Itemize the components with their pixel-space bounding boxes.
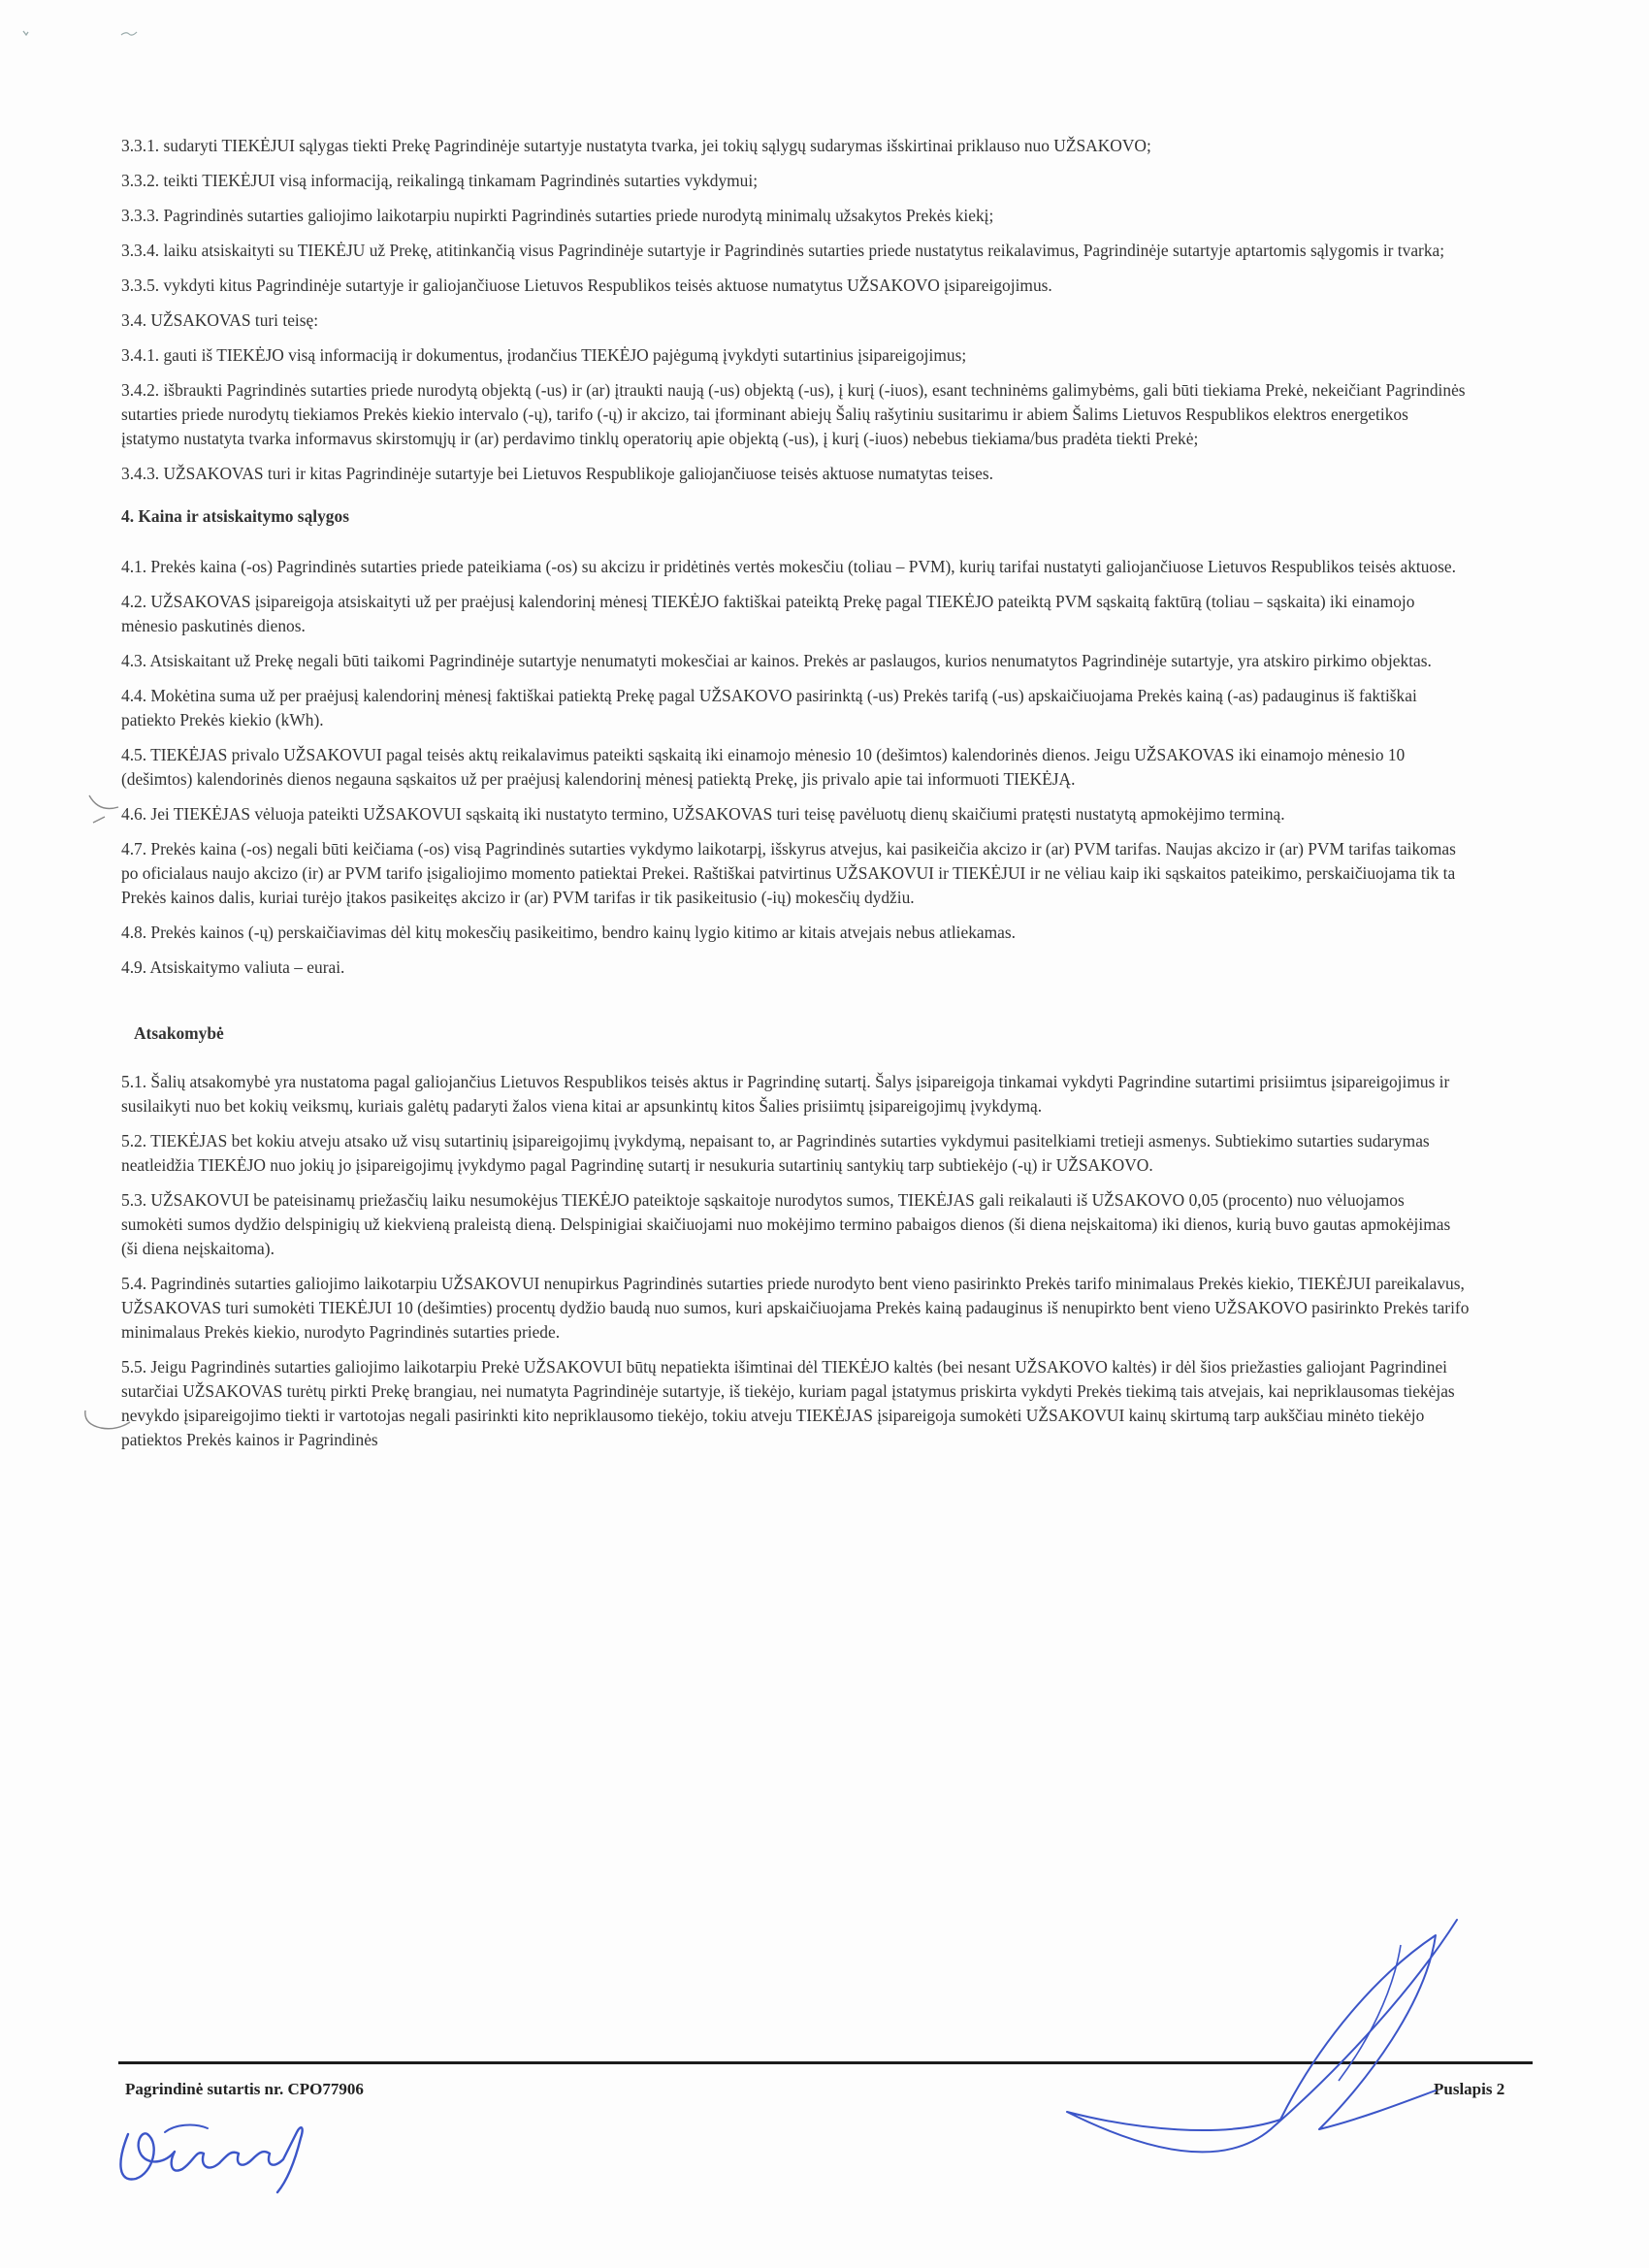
clause-4-3: 4.3. Atsiskaitant už Prekę negali būti taikomi Pagrindinėje sutartyje nenumatyti mokesčiai ar kainos. Prekės ar paslaugos, kurios nenumatytos Pagrindinėje sutartyje, yra atskiro pirkimo objektas. xyxy=(121,651,1432,670)
clause-3-3-2: 3.3.2. teikti TIEKĖJUI visą informaciją, reikalingą tinkamam Pagrindinės sutarties vykdymui; xyxy=(121,171,759,190)
clause-5-3: 5.3. UŽSAKOVUI be pateisinamų priežasčių laiku nesumokėjus TIEKĖJO pateiktoje sąskaitoje nurodytos sumos, TIEKĖJAS gali reikalauti iš UŽSAKOVO 0,05 (procento) nuo vėluojamos sumokėti sumos dydžio delspinigių už kiekvieną praleistą dieną. Delspinigiai skaičiuojami nuo mokėjimo termino pabaigos dienos (ši diena neįskaitoma) iki dienos, kurią buvo gautas apmokėjimas (ši diena neįskaitoma). xyxy=(121,1190,1451,1258)
scan-mark-icon xyxy=(19,21,146,50)
clause-4-9: 4.9. Atsiskaitymo valiuta – eurai. xyxy=(121,957,345,977)
clause-5-1: 5.1. Šalių atsakomybė yra nustatoma pagal galiojančius Lietuvos Respublikos teisės aktus ir Pagrindinę sutartį. Šalys įsipareigoja tinkamai vykdyti Pagrindine sutartimi prisiimtus įsipareigojimus ir susilaikyti nuo bet kokių veiksmų, kuriais galėtų padaryti žalos viena kitai ar apsunkintų kitos Šalies prisiimtų įsipareigojimų įvykdymą. xyxy=(121,1072,1450,1116)
clause-3-3-4: 3.3.4. laiku atsiskaityti su TIEKĖJU už Prekę, atitinkančią visus Pagrindinėje sutartyje ir Pagrindinės sutarties priede nustatytus reikalavimus, Pagrindinėje sutartyje aptartomis sąlygomis ir tvarka; xyxy=(121,241,1445,260)
clause-3-3-1: 3.3.1. sudaryti TIEKĖJUI sąlygas tiekti Prekę Pagrindinėje sutartyje nustatyta tvarka, jei tokių sąlygų sudarymas išskirtinai priklauso nuo UŽSAKOVO; xyxy=(121,136,1151,155)
clause-4-4: 4.4. Mokėtina suma už per praėjusį kalendorinį mėnesį faktiškai patiektą Prekę pagal UŽSAKOVO pasirinktą (-us) Prekės tarifą (-us) apskaičiuojama Prekės kainą (-as) padauginus iš faktiškai patiekto Prekės kiekio (kWh). xyxy=(121,686,1417,729)
clause-4-1: 4.1. Prekės kaina (-os) Pagrindinės sutarties priede pateikiama (-os) su akcizu ir pridėtinės vertės mokesčiu (toliau – PVM), kurių tarifai nustatyti galiojančiuose Lietuvos Respublikos teisės aktuose. xyxy=(121,557,1456,576)
signature-stroke-icon xyxy=(1028,1896,1474,2178)
clause-3-3-5: 3.3.5. vykdyti kitus Pagrindinėje sutartyje ir galiojančiuose Lietuvos Respublikos teisės aktuose numatytus UŽSAKOVO įsipareigojimus. xyxy=(121,275,1052,295)
clause-5-4: 5.4. Pagrindinės sutarties galiojimo laikotarpiu UŽSAKOVUI nenupirkus Pagrindinės sutarties priede nurodyto bent vieno pasirinkto Prekės tarifo minimalaus Prekės kiekio, TIEKĖJUI pareikalavus, UŽSAKOVAS turi sumokėti TIEKĖJUI 10 (dešimties) procentų dydžio baudą nuo sumos, kuri apskaičiuojama Prekės kainą padauginus iš nenupirkto bent vieno UŽSAKOVO pasirinkto Prekės tarifo minimalaus Prekės kiekio, nurodyto Pagrindinės sutarties priede. xyxy=(121,1274,1470,1342)
pencil-tick-icon xyxy=(85,788,134,831)
clause-5-2: 5.2. TIEKĖJAS bet kokiu atveju atsako už visų sutartinių įsipareigojimų įvykdymą, nepaisant to, ar Pagrindinės sutarties vykdymui pasitelkiami tretieji asmenys. Subtiekimo sutarties sudarymas neatleidžia TIEKĖJO nuo jokių jo įsipareigojimų įvykdymo pagal Pagrindinę sutartį ir nesukuria sutartinių santykių tarp subtiekėjo (-ų) ir UŽSAKOVO. xyxy=(121,1131,1430,1175)
clause-4-6: 4.6. Jei TIEKĖJAS vėluoja pateikti UŽSAKOVUI sąskaitą iki nustatyto termino, UŽSAKOVAS turi teisę pavėluotų dienų skaičiumi pratęsti nustatytą apmokėjimo terminą. xyxy=(121,804,1285,824)
section-heading-4: 4. Kaina ir atsiskaitymo sąlygos xyxy=(121,506,349,526)
clause-3-4-2: 3.4.2. išbraukti Pagrindinės sutarties priede nurodytą objektą (-us) ir (ar) įtraukti naują (-us) objektą (-us), į kurį (-iuos), esant techninėms galimybėms, gali būti tiekiama Prekė, nekeičiant Pagrindinės sutarties priede nurodytų tiekiamos Prekės kiekio intervalo (-ų), tarifo (-ų) ir akcizo, tai įforminant abiejų Šalių rašytiniu susitarimu ir abiem Šalims Lietuvos Respublikos elektros energetikos įstatymo nustatyta tvarka informavus skirstomųjų ir (ar) perdavimo tinklų operatorių apie objektą (-us), į kurį (-iuos) nebebus tiekiama/bus pradėta tiekti Prekė; xyxy=(121,380,1466,448)
clause-3-4: 3.4. UŽSAKOVAS turi teisę: xyxy=(121,310,319,330)
clause-4-7: 4.7. Prekės kaina (-os) negali būti keičiama (-os) visą Pagrindinės sutarties vykdymo laikotarpį, išskyrus atvejus, kai pasikeičia akcizo ir (ar) PVM tarifas. Naujas akcizo ir (ar) PVM tarifas taikomas po oficialaus naujo akcizo (ir) ar PVM tarifo įsigaliojimo momento patiektai Prekei. Raštiškai patvirtinus UŽSAKOVUI ir TIEKĖJUI ir ne vėliau kaip iki sąskaitos pateikimo, perskaičiuojama tik ta Prekės kainos dalis, kuriai turėjo įtakos pasikeitęs akcizo ir (ar) PVM tarifas ir tik pasikeitusio (-ių) mokesčių dydžiu. xyxy=(121,839,1456,907)
contract-body xyxy=(121,134,1470,1463)
footer-page-number: Puslapis 2 xyxy=(1434,2080,1505,2098)
clause-4-5: 4.5. TIEKĖJAS privalo UŽSAKOVUI pagal teisės aktų reikalavimus pateikti sąskaitą iki einamojo mėnesio 10 (dešimtos) kalendorinės dienos. Jeigu UŽSAKOVAS iki einamojo mėnesio 10 (dešimtos) kalendorinės dienos negauna sąskaitos už per praėjusį kalendorinį mėnesį patiektą Prekę, jis privalo apie tai informuoti TIEKĖJĄ. xyxy=(121,745,1406,789)
clause-3-4-3: 3.4.3. UŽSAKOVAS turi ir kitas Pagrindinėje sutartyje bei Lietuvos Respublikoje galiojančiuose teisės aktuose numatytas teises. xyxy=(121,464,994,483)
clause-4-2: 4.2. UŽSAKOVAS įsipareigoja atsiskaityti už per praėjusį kalendorinį mėnesį TIEKĖJO faktiškai pateiktą Prekę pagal TIEKĖJO pateiktą PVM sąskaitą faktūrą (toliau – sąskaita) iki einamojo mėnesio paskutinės dienos. xyxy=(121,592,1415,635)
clause-3-4-1: 3.4.1. gauti iš TIEKĖJO visą informaciją ir dokumentus, įrodančius TIEKĖJO pajėgumą įvykdyti sutartinius įsipareigojimus; xyxy=(121,345,967,365)
section-heading-5: Atsakomybė xyxy=(134,1023,224,1043)
signature-initials-icon xyxy=(107,2105,349,2202)
clause-4-8: 4.8. Prekės kainos (-ų) perskaičiavimas dėl kitų mokesčių pasikeitimo, bendro kainų lygio kitimo ar kitais atvejais nebus atliekamas. xyxy=(121,923,1016,942)
clause-3-3-3: 3.3.3. Pagrindinės sutarties galiojimo laikotarpiu nupirkti Pagrindinės sutarties priede nurodytą minimalų užsakytos Prekės kiekį; xyxy=(121,206,994,225)
clause-5-5: 5.5. Jeigu Pagrindinės sutarties galiojimo laikotarpiu Prekė UŽSAKOVUI būtų nepatiekta išimtinai dėl TIEKĖJO kaltės (bei nesant UŽSAKOVO kaltės) ir dėl šios priežasties galiojant Pagrindinei sutarčiai UŽSAKOVAS turėtų pirkti Prekę brangiau, nei numatyta Pagrindinėje sutartyje, iš tiekėjo, kuriam pagal įstatymus priskirta vykdyti Prekės tiekimą tais atvejais, kai nepriklausomas tiekėjas nevykdo įsipareigojimo tiekti ir vartotojas negali pasirinkti kito nepriklausomo tiekėjo, tokiu atveju TIEKĖJAS įsipareigoja sumokėti UŽSAKOVUI kainų skirtumą tarp aukščiau minėto tiekėjo patiektos Prekės kainos ir Pagrindinės xyxy=(121,1357,1455,1449)
pencil-tick-icon xyxy=(80,1405,138,1443)
footer-contract-number: Pagrindinė sutartis nr. CPO77906 xyxy=(125,2080,364,2098)
